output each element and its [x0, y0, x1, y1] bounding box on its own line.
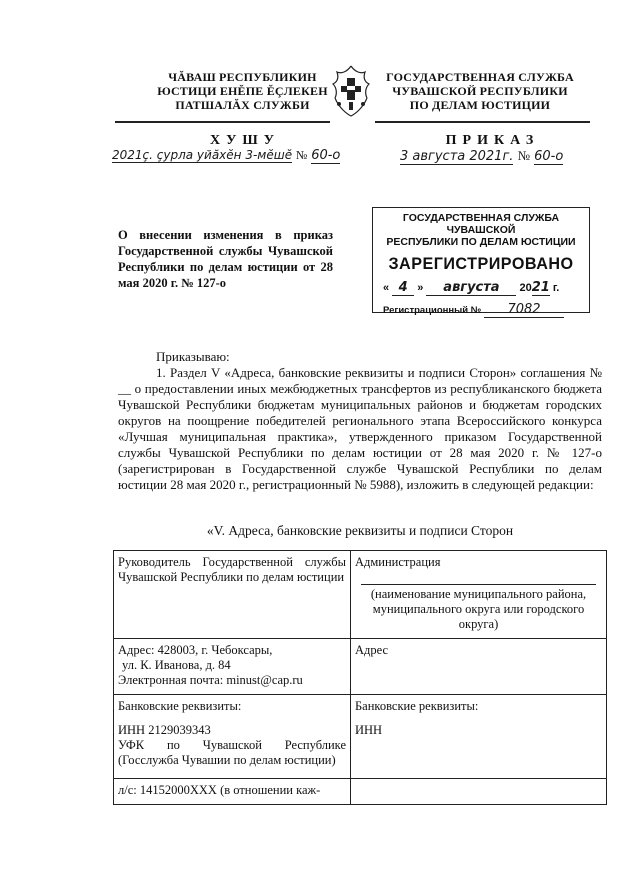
coat-of-arms-emblem — [327, 64, 375, 118]
stamp-status: ЗАРЕГИСТРИРОВАНО — [388, 254, 574, 273]
section-title: «V. Адреса, банковские реквизиты и подписи Сторон — [206, 523, 514, 538]
left-date-line — [112, 148, 341, 163]
header-right-line-1: ГОСУДАРСТВЕННАЯ СЛУЖБА — [386, 70, 574, 84]
service-account: л/с: 14152000XXX (в отношении каж- — [118, 783, 321, 797]
registration-stamp — [372, 207, 590, 317]
stamp-date-line — [373, 280, 589, 296]
table-cell — [351, 551, 607, 639]
requisites-table — [113, 550, 607, 805]
administration-bank-title: Банковские реквизиты: — [355, 699, 479, 713]
administration-inn: ИНН — [355, 723, 383, 737]
right-date: 3 августа 2021г. — [400, 149, 514, 164]
order-word: Приказываю: — [156, 349, 230, 364]
header-right — [375, 70, 585, 112]
table-row — [114, 639, 607, 695]
header-left-line-1: ЧĂВАШ РЕСПУБЛИКИН — [168, 70, 317, 84]
left-date: 2021ç. çурла уйăхĕн 3-мĕшĕ — [112, 148, 293, 162]
header-left — [150, 70, 335, 112]
table-cell — [351, 639, 607, 695]
head-of-service: Руководитель Государственной службы Чувашской Республики по делам юстиции — [118, 555, 346, 584]
stamp-year-suffix: 21 — [531, 280, 550, 295]
service-ufk: УФК по Чувашской Республике (Госслужба Чувашии по делам юстиции) — [118, 738, 346, 767]
right-date-line — [400, 148, 600, 164]
right-number: 60-о — [534, 149, 564, 164]
stamp-org-line-1: ГОСУДАРСТВЕННАЯ СЛУЖБА ЧУВАШСКОЙ — [402, 212, 560, 236]
left-number-sign: № — [295, 148, 308, 162]
table-row — [114, 695, 607, 779]
table-cell — [351, 779, 607, 805]
service-inn: ИНН 2129039343 — [118, 723, 211, 737]
header-left-rule — [115, 121, 330, 123]
administration-note: (наименование муниципального района, муниципального округа или городского округа) — [370, 587, 587, 631]
table-cell — [114, 779, 351, 805]
service-email: Электронная почта: minust@cap.ru — [118, 673, 303, 687]
stamp-year-unit: г. — [552, 282, 560, 294]
order-paragraph: 1. Раздел V «Адреса, банковские реквизиты и подписи Сторон» соглашения № __ о предоставлении иных межбюджетных трансфертов из республиканского бюджета Чувашской Республики бюджетам муниципальных районов и бюджетам городских округов на поощрение победителей регионального этапа Всероссийского конкурса «Лучшая муниципальная практика», утвержденного приказом Государственной службы Чувашской Республики по делам юстиции от 28 мая 2020 г. № 127-о (зарегистрирован в Государственной службе Чувашской Республики по делам юстиции 28 мая 2020 г., регистрационный № 5988), изложить в следующей редакции: — [118, 365, 602, 492]
stamp-year-prefix: 20 — [519, 282, 532, 294]
table-cell — [351, 695, 607, 779]
table-cell — [114, 695, 351, 779]
service-address: Адрес: 428003, г. Чебоксары, — [118, 643, 273, 657]
stamp-quote-open: « — [383, 282, 390, 294]
stamp-reg-number: 7082 — [484, 302, 564, 318]
table-cell — [114, 551, 351, 639]
stamp-reg-label: Регистрационный № — [383, 305, 482, 316]
right-number-sign: № — [517, 148, 530, 163]
stamp-org-line-2: РЕСПУБЛИКИ ПО ДЕЛАМ ЮСТИЦИИ — [386, 236, 576, 248]
doc-title-chuvash: ХУШУ — [209, 133, 281, 148]
header-left-line-3: ПАТШАЛĂХ СЛУЖБИ — [175, 98, 310, 112]
administration-address: Адрес — [355, 643, 389, 657]
table-row — [114, 779, 607, 805]
administration-name-line — [361, 570, 596, 585]
header-left-line-2: ЮСТИЦИ ЕНĔПЕ ĔÇЛЕКЕН — [157, 84, 328, 98]
stamp-month: августа — [426, 280, 516, 296]
order-subject: О внесении изменения в приказ Государственной службы Чувашской Республики по делам юстиции от 28 мая 2020 г. № 127-о — [118, 228, 333, 290]
header-right-line-3: ПО ДЕЛАМ ЮСТИЦИИ — [409, 98, 551, 112]
header-right-line-2: ЧУВАШСКОЙ РЕСПУБЛИКИ — [392, 84, 568, 98]
table-cell — [114, 639, 351, 695]
administration-title: Администрация — [355, 555, 441, 569]
service-bank-title: Банковские реквизиты: — [118, 699, 242, 713]
service-street: ул. К. Иванова, д. 84 — [122, 658, 231, 672]
left-number: 60-о — [311, 148, 341, 163]
table-row — [114, 551, 607, 639]
stamp-reg-line — [373, 302, 589, 318]
stamp-day: 4 — [392, 280, 414, 296]
stamp-quote-close: » — [417, 282, 424, 294]
header-right-rule — [375, 121, 590, 123]
doc-title-russian: ПРИКАЗ — [445, 133, 540, 148]
